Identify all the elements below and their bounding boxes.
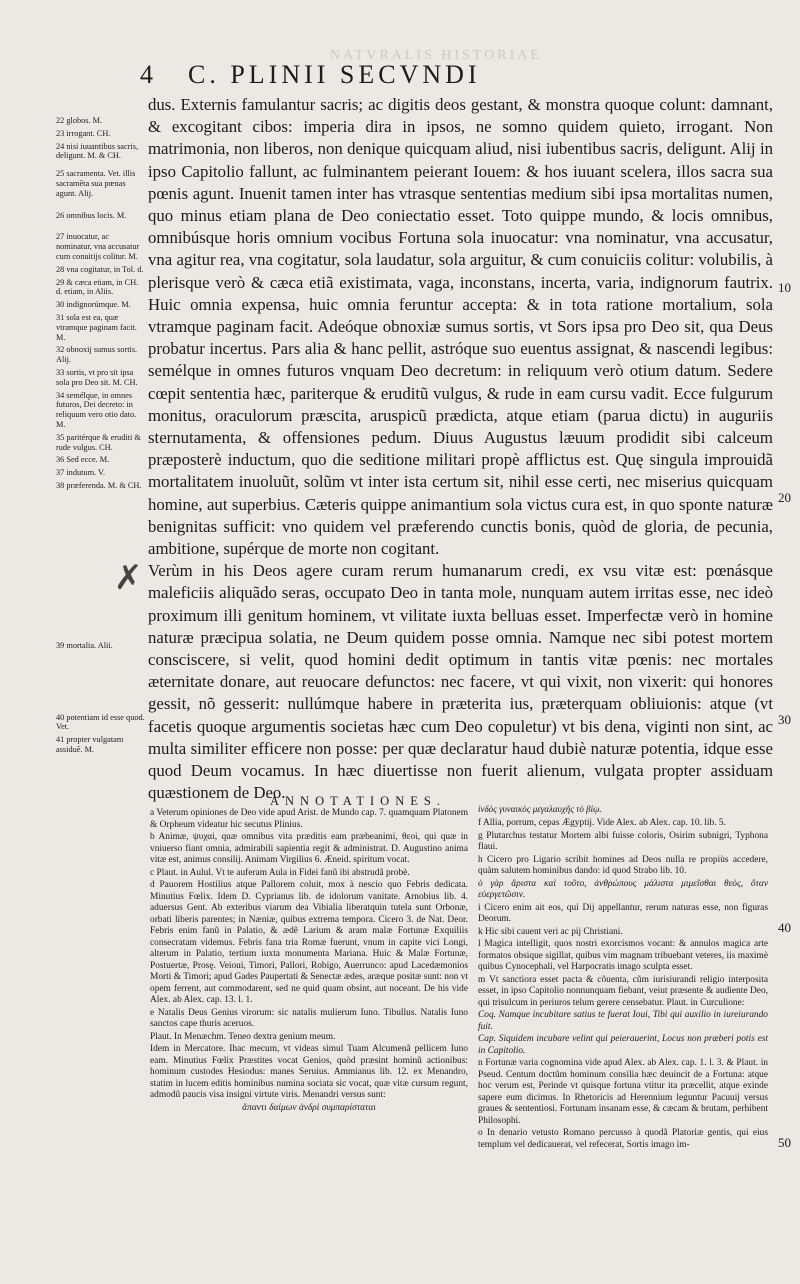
line-number: 30 bbox=[778, 712, 791, 727]
running-title: C. PLINII SECVNDI bbox=[188, 60, 481, 89]
annotation: o In denario vetusto Romano percusso à quodã Platoriæ gentis, qui eius templum vel dedicauerat, vel refecerat, Sortis imago im- bbox=[478, 1128, 768, 1150]
margin-note: 38 præferenda. M. & CH. bbox=[56, 480, 142, 490]
margin-note: 34 semélque, in omnes futuros, Dei decreto: in reliquum vero otio dato. M. bbox=[56, 390, 137, 429]
margin-note: 37 indutum. V. bbox=[56, 468, 106, 478]
annotation: k Hic sibi cauent veri ac pij Christiani. bbox=[478, 926, 623, 937]
annotation: f Allia, porrum, cepas Ægyptij. Vide Alex. ab Alex. cap. 10. lib. 5. bbox=[478, 818, 726, 828]
annotation: ἅπαντι δαίμων ἀνδρὶ συμπαρίσταται bbox=[242, 1102, 376, 1113]
margin-note: 23 irrogant. CH. bbox=[56, 128, 111, 138]
paragraph: Verùm in his Deos agere curam rerum humanarum credi, ex vsu vitæ est: pœnásque maleficiis aliquãdo seras, occupato Deo in tanta mole, nunquam autem irritas esse, nec ideò proximum illi genitum hominem, vt vilitate iuxta belluas esset. Imperfectæ verò in homine naturæ præcipua solatia, ne Deum quidem posse omnia. Namque nec sibi potest mortem consciscere, si velit, quod homini dedit optimum in tantis vitæ pœnis: nec mortales æternitate donare, aut reuocare defunctos: nec facere, vt qui vixit, non vixerit: qui honores gessit, nõ gesserit: nullúmque habere in præterita ius, præterquam obliuionis: atque (vt facetis quoque argumentis societas hæc cum Deo copuletur) vt bis dena, viginti non sint, ac multa similiter efficere non posse: per quæ declaratur haud dubiè naturæ potentia, idque esse quod Deum vocamus. In hæc diuertisse non fuerit alienum, vulgata propter assiduam quæstionem de Deo. bbox=[148, 561, 773, 803]
annotation: a Veterum opiniones de Deo vide apud Arist. de Mundo cap. 7. quamquam Platonem & Orpheum videatur hic secutus Plinius. bbox=[150, 808, 468, 830]
annotation: e Natalis Deus Genius virorum: sic natalis mulierum Iuno. Tibullus. Natalis Iuno sanctos cape thuris aceruos. bbox=[150, 1007, 468, 1029]
line-number: 50 bbox=[778, 1135, 791, 1150]
line-number: 20 bbox=[778, 490, 791, 505]
annotation: c Plaut. in Aulul. Vt te auferam Aula in Fidei fanũ ibi abstrudã probè. bbox=[150, 867, 410, 878]
page-header bbox=[140, 60, 760, 92]
margin-notes bbox=[56, 116, 146, 758]
annotation: l Magica intelligit, quos nostri exorcismos vocant: & annulos magica arte formatos obsique sigillat, quibus vim magnam tribuebant veteres, iis maximè quibus Cynocephali, vel Harpocratis imago sculpta esset. bbox=[478, 939, 768, 972]
annotation: Cap. Siquidem incubare velint qui peierauerint, Locus non præberi potis est in Capitolio. bbox=[478, 1034, 768, 1056]
annotation: n Fortunæ varia cognomina vide apud Alex. ab Alex. cap. 1. l. 3. & Plaut. in Pseud. Centum doctũm hominum consilia hæc deuincit de a Fortuna: atque hoc verum est, Perinde vt quisque fortuna vtitur ita præcellit, atque exinde sapere eum dicimus. In Rhetoricis ad Herennium leguntur Pacuuij versus graues & sententiosi. Fortunam insanam esse, & cæcam & brutam, perhibent Philosophi. bbox=[478, 1058, 768, 1126]
margin-note: 32 obnoxij sumus sortis. Alij. bbox=[56, 345, 138, 365]
greek-quote: ἰνδὸς γυναικὸς μεγαλαυχῆς τὸ βίῳ. bbox=[478, 804, 602, 814]
margin-note: 25 sacramenta. Vet. illis sacramẽta sua pœnas agunt. Alij. bbox=[56, 169, 136, 198]
pencil-mark: ✗ bbox=[114, 560, 143, 597]
margin-note: 24 nisi iuuantibus sacris, deligunt. M. & CH. bbox=[56, 141, 139, 161]
annotation: d Pauorem Hostilius atque Pallorem coluit, mox à nescio quo Febris dedicata. Minutius Fœlix. Idem D. Cyprianus lib. de idolorum vanitate. Arnobius lib. 4. aduersus Gent. Ab exteribus viarum dea Vibialia liberatquin tutela sunt Orbonæ, orbati liberis parentes; in Næniæ, quibus extrema tempora. Cicero 3. de Nat. Deor. Febris enim fanũ in Palatio, & ædẽ Larium & aram malæ Fortunæ Exquiliis consecratam videmus. Febris fana tria Romæ fuerunt, vnum in capite vici Longi, alterum in Palatio, tertium iuxta monumenta Mariana. Huic & Malæ Fortunæ, Postuertæ, Prosę. Veioui, Timori, Pallori, Robigo, Auerrunco: apud Lacedæmonios Morti & Timori; apud Gades Paupertati & Senectæ ædes, aræque positæ sunt: non vt opem ferrent, aut commodarent, sed ne quid quam obsint, aut noceant. De his vide Alex. ab Alex. cap. 13. l. 1. bbox=[150, 880, 468, 1005]
annotation: Coq. Namque incubitare satius te fuerat Ioui, Tibi qui auxilio in iureiurando fuit. bbox=[478, 1010, 768, 1032]
annotation: h Cicero pro Ligario scribit homines ad Deos nulla re propiùs accedere, quàm salutem hominibus dando: id quod Strabo lib. 10. bbox=[478, 854, 768, 876]
margin-note: 41 propter vulgatam assiduē. M. bbox=[56, 735, 124, 754]
margin-note: 40 potentiam id esse quod. Vet. bbox=[56, 712, 145, 732]
annotation: g Plutarchus testatur Mortem albi fuisse coloris, Osirim subnigri, Typhona flaui. bbox=[478, 830, 768, 852]
margin-note: 30 indignorúmque. M. bbox=[56, 300, 131, 310]
annotations-left-column bbox=[150, 808, 468, 1115]
margin-note: 31 sola est ea, quæ vtramque paginam facit. M. bbox=[56, 312, 137, 342]
margin-note: 33 sortis, vt pro sit ipsa sola pro Deo sit. M. CH. bbox=[56, 367, 138, 387]
show-through-text: NATVRALIS HISTORIAE bbox=[330, 48, 542, 63]
margin-note: 27 inuocatur, ac nominatur, vna accusatur cum conuitijs colitur. M. bbox=[56, 232, 140, 261]
line-number: 40 bbox=[778, 920, 791, 935]
margin-note: 26 omnibus locis. M. bbox=[56, 210, 127, 220]
annotation: i Cicero enim ait eos, qui Dij appellantur, rerum naturas esse, non figuras Deorum. bbox=[478, 902, 768, 924]
annotations-right-column bbox=[478, 818, 768, 1152]
margin-note: 22 globos. M. bbox=[56, 116, 103, 125]
annotation: b Animæ, ψυχαὶ, quæ omnibus vita præditis eam præbeanimi, θεοὶ, qui quæ in vniuerso fiant omnia, admirabili sapientia regit & administrat. D. Augustino anima vitæ est, animus consilij. Animam Virgilius 6. Æneid. spiritum vocat. bbox=[150, 832, 468, 865]
annotation: Idem in Mercatore. Ihac mecum, vt videas simul Tuam Alcumenã pellicem Iuno eam. Minutius Fœlix Præstites vocat Genios, quòd præsint hominũ actionibus: hominum custodes Hesiodus: manes Seruius. Ammianus lib. 12. ex Menandro, statim in lucem editis hominibus numina sociata sic vocat, quæ vitæ cursum regunt, admodũ paucis visa insigni virtute viris. Menandri versus sunt: bbox=[150, 1044, 468, 1100]
annotations-heading: ANNOTATIONES. bbox=[270, 794, 446, 808]
page-number: 4 bbox=[140, 60, 153, 89]
annotation: Plaut. In Menæchm. Teneo dextra genium meum. bbox=[150, 1031, 336, 1042]
annotation: m Vt sanctiora esset pacta & cõuenta, cũm iurisiurandi religio interposita esset, in ipso Capitolio nonnunquam fiebant, veiut præsente & audiente Deo, qui trisulcum in periuros telum gerere censebatur. Plaut. in Curculione: bbox=[478, 974, 768, 1008]
paragraph: dus. Externis famulantur sacris; ac digitis deos gestant, & monstra quoque colunt: damnant, & excogitant cibos: imperia dira in ipsos, ne somno quidem quieto, irrogant. Non matrimonia, non liberos, non denique quicquam aliud, nisi iubentibus sacris, deligunt. Alij in ipso Capitolio fallunt, ac fulminantem peierant Iouem: & hos iuuant scelera, illos sacra sua pœnis agunt. Inuenit tamen inter has vtrasque sententias medium sibi ipsa mortalitas numen, quo minus etiam plana de Deo coniectatio esset. Toto quippe mundo, & locis omnibus, omnibúsque horis omnium vocibus Fortuna sola inuocatur: vna nominatur, vna accusatur, vna agitur rea, vna cogitatur, sola laudatur, sola arguitur, & cum conuiciis colitur: volubilis, à plerisque verò & cæca etiã existimata, vaga, inconstans, incerta, varia, indignorum fautrix. Huic omnia expensa, huic omnia feruntur accepta: & in tota ratione mortalium, sola vtramque paginam facit. Adeóque obnoxiæ sumus sortis, vt Sors ipsa pro Deo sit, qua Deus probatur incertus. Pars alia & hanc pellit, astróque suo euentus assignat, & nascendi legibus: semélque in omnes futuros vnquam Deo decretum: in reliquum verò otium datum. Sedere cœpit sententia hæc, pariterque & eruditũ vulgus, & rude in eam cursu vadit. Ecce fulgurum monitus, oraculorum præscita, aruspicũ prædicta, atque etiam (parua dictu) in auguriis sternutamenta, & offensiones pedum. Diuus Augustus læuum prodidit sibi calceum præposterè inductum, quo die seditione militari propè afflictus est. Quę singula improuidã mortalitatem inuoluũt, solũm vt inter ista certum sit, nihil esse certi, nec miserius quicquam homine, aut superbius. Cæteris quippe animantium sola victus cura est, in quo sponte naturæ benignitas sufficit: vno quidem vel præferendo cunctis bonis, quòd de gloria, de pecunia, ambitione, supérque de morte non cogitant. bbox=[148, 95, 773, 559]
margin-note: 29 & cæca etiam, in CH. d. etiam, in Aliis. bbox=[56, 277, 139, 297]
margin-note: 39 mortalia. Alii. bbox=[56, 640, 113, 650]
main-text bbox=[148, 94, 773, 805]
margin-note: 28 vna cogitatur, in Tol. d. bbox=[56, 264, 144, 274]
margin-note: 35 paritérque & eruditi & rude vulgus. CH. bbox=[56, 432, 141, 452]
annotation: ὁ γὰρ ἄριστα καὶ τοῦτο, ἀνθρώπους μάλιστα μιμεῖσθαι θεὸς, ὅταν εὐεργετῶσιν. bbox=[478, 878, 768, 900]
margin-note: 36 Sed ecce. M. bbox=[56, 455, 110, 465]
line-number: 10 bbox=[778, 280, 791, 295]
